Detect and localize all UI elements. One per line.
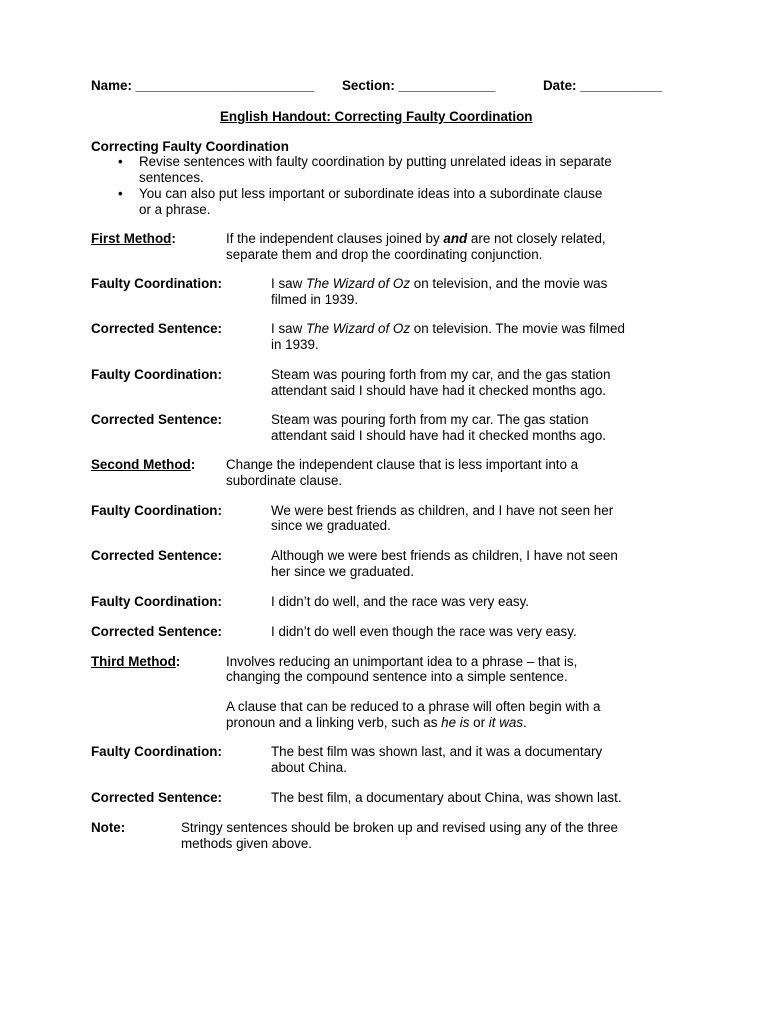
corrected-sentence-label: Corrected Sentence:	[91, 624, 222, 639]
example-1-corrected-line-1: I saw The Wizard of Oz on television. The movie was filmed	[271, 321, 625, 336]
example-2-corrected-line-2: attendant said I should have had it checked months ago.	[271, 428, 606, 443]
example-5-faulty-line-2: about China.	[271, 760, 347, 775]
faulty-coordination-label: Faulty Coordination:	[91, 744, 222, 759]
faulty-coordination-label: Faulty Coordination:	[91, 503, 222, 518]
example-3-corrected-line-2: her since we graduated.	[271, 564, 414, 579]
example-2-faulty-line-2: attendant said I should have had it checked months ago.	[271, 383, 606, 398]
bullet-2-line-1: You can also put less important or subordinate ideas into a subordinate clause	[139, 186, 603, 201]
bullet-icon: •	[118, 154, 123, 169]
page-title: English Handout: Correcting Faulty Coordination	[220, 109, 533, 124]
first-method-label: First Method:	[91, 231, 176, 246]
example-5-faulty-line-1: The best film was shown last, and it was a documentary	[271, 744, 603, 759]
example-1-faulty-line-2: filmed in 1939.	[271, 292, 359, 307]
second-method-text-line-1: Change the independent clause that is less important into a	[226, 457, 579, 472]
example-4-corrected: I didn’t do well even though the race was very easy.	[271, 624, 577, 639]
section-field-label: Section: _____________	[342, 78, 496, 93]
example-1-corrected-line-2: in 1939.	[271, 337, 319, 352]
bullet-icon: •	[118, 186, 123, 201]
example-2-corrected-line-1: Steam was pouring forth from my car. The gas station	[271, 412, 589, 427]
note-text-line-1: Stringy sentences should be broken up and revised using any of the three	[181, 820, 618, 835]
corrected-sentence-label: Corrected Sentence:	[91, 321, 222, 336]
third-method-paragraph-2-line-1: A clause that can be reduced to a phrase will often begin with a	[226, 699, 601, 714]
third-method-text-line-2: changing the compound sentence into a simple sentence.	[226, 669, 568, 684]
faulty-coordination-label: Faulty Coordination:	[91, 276, 222, 291]
corrected-sentence-label: Corrected Sentence:	[91, 548, 222, 563]
third-method-text-line-1: Involves reducing an unimportant idea to a phrase – that is,	[226, 654, 578, 669]
example-3-faulty-line-1: We were best friends as children, and I have not seen her	[271, 503, 614, 518]
bullet-1-line-1: Revise sentences with faulty coordination by putting unrelated ideas in separate	[139, 154, 612, 169]
faulty-coordination-label: Faulty Coordination:	[91, 367, 222, 382]
note-label: Note:	[91, 820, 126, 835]
second-method-text-line-2: subordinate clause.	[226, 473, 343, 488]
faulty-coordination-label: Faulty Coordination:	[91, 594, 222, 609]
corrected-sentence-label: Corrected Sentence:	[91, 412, 222, 427]
bullet-2-line-2: or a phrase.	[139, 202, 211, 217]
first-method-text-line-2: separate them and drop the coordinating conjunction.	[226, 247, 543, 262]
corrected-sentence-label: Corrected Sentence:	[91, 790, 222, 805]
example-5-corrected: The best film, a documentary about China, was shown last.	[271, 790, 622, 805]
example-4-faulty: I didn’t do well, and the race was very easy.	[271, 594, 530, 609]
example-2-faulty-line-1: Steam was pouring forth from my car, and the gas station	[271, 367, 611, 382]
note-text-line-2: methods given above.	[181, 836, 313, 851]
bullet-1-line-2: sentences.	[139, 170, 204, 185]
intro-heading: Correcting Faulty Coordination	[91, 139, 289, 154]
third-method-paragraph-2-line-2: pronoun and a linking verb, such as he is or it was.	[226, 715, 527, 730]
example-3-corrected-line-1: Although we were best friends as children, I have not seen	[271, 548, 618, 563]
name-field-label: Name: ________________________	[91, 78, 315, 93]
second-method-label: Second Method:	[91, 457, 196, 472]
date-field-label: Date: ___________	[543, 78, 663, 93]
first-method-text-line-1: If the independent clauses joined by and are not closely related,	[226, 231, 606, 246]
third-method-label: Third Method:	[91, 654, 181, 669]
example-1-faulty-line-1: I saw The Wizard of Oz on television, and the movie was	[271, 276, 608, 291]
example-3-faulty-line-2: since we graduated.	[271, 518, 391, 533]
